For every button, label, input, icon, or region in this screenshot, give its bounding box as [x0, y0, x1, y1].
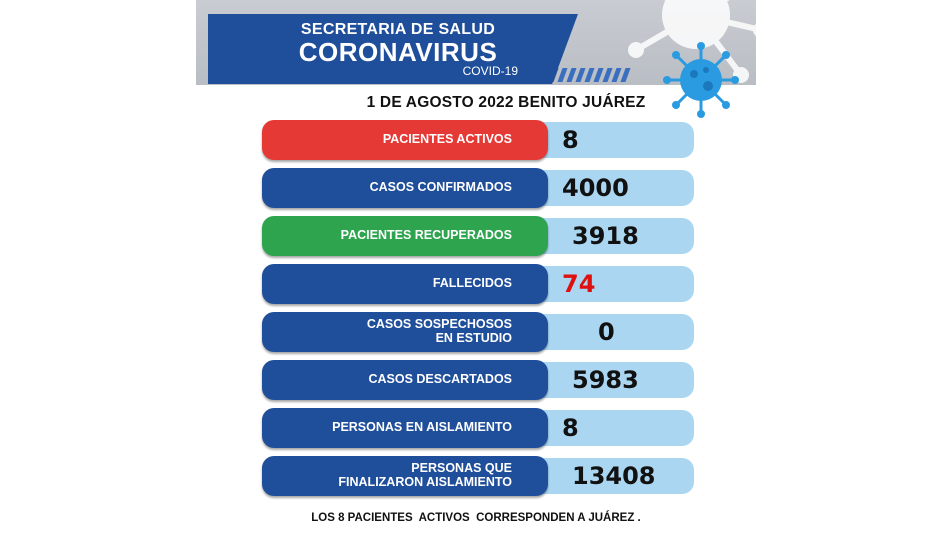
stat-label-text: CASOS SOSPECHOSOS EN ESTUDIO	[366, 317, 512, 345]
stat-label	[262, 168, 548, 208]
stat-label	[262, 408, 548, 448]
stat-value: 13408	[572, 462, 656, 490]
stat-row-personas-finalizaron	[262, 456, 694, 496]
date-location: 1 DE AGOSTO 2022 BENITO JUÁREZ	[366, 94, 646, 111]
stat-label-text: CASOS CONFIRMADOS	[369, 180, 512, 195]
stripe-decoration	[524, 68, 634, 82]
stat-value: 74	[562, 270, 596, 298]
stat-row-fallecidos	[262, 264, 694, 304]
stat-label	[262, 120, 548, 160]
stat-label-text: PERSONAS QUE FINALIZARON AISLAMIENTO	[338, 461, 512, 489]
stat-label	[262, 456, 548, 496]
stat-row-personas-aislamiento	[262, 408, 694, 448]
stat-value: 4000	[562, 174, 629, 202]
stat-value: 5983	[572, 366, 639, 394]
stat-row-casos-sospechosos	[262, 312, 694, 352]
stat-value: 3918	[572, 222, 639, 250]
header-secretaria: SECRETARIA DE SALUD	[300, 21, 496, 38]
stat-row-casos-descartados	[262, 360, 694, 400]
stat-value: 0	[598, 318, 615, 346]
stat-row-pacientes-activos	[262, 120, 694, 160]
stat-value: 8	[562, 414, 579, 442]
header-covid: COVID-19	[462, 64, 518, 78]
stat-label-text: FALLECIDOS	[432, 276, 512, 291]
stat-label	[262, 312, 548, 352]
header-coronavirus: CORONAVIRUS	[298, 37, 498, 67]
stat-value: 8	[562, 126, 579, 154]
stat-label-text: PERSONAS EN AISLAMIENTO	[332, 420, 512, 435]
stat-label	[262, 360, 548, 400]
stat-label-text: CASOS DESCARTADOS	[368, 372, 512, 387]
stat-row-pacientes-recuperados	[262, 216, 694, 256]
stat-label	[262, 264, 548, 304]
stat-label	[262, 216, 548, 256]
stat-row-casos-confirmados	[262, 168, 694, 208]
infographic-card	[196, 0, 756, 533]
footer-note: LOS 8 PACIENTES ACTIVOS CORRESPONDEN A JUÁREZ .	[311, 512, 641, 524]
stat-label-text: PACIENTES RECUPERADOS	[340, 228, 512, 243]
stat-label-text: PACIENTES ACTIVOS	[382, 132, 512, 147]
